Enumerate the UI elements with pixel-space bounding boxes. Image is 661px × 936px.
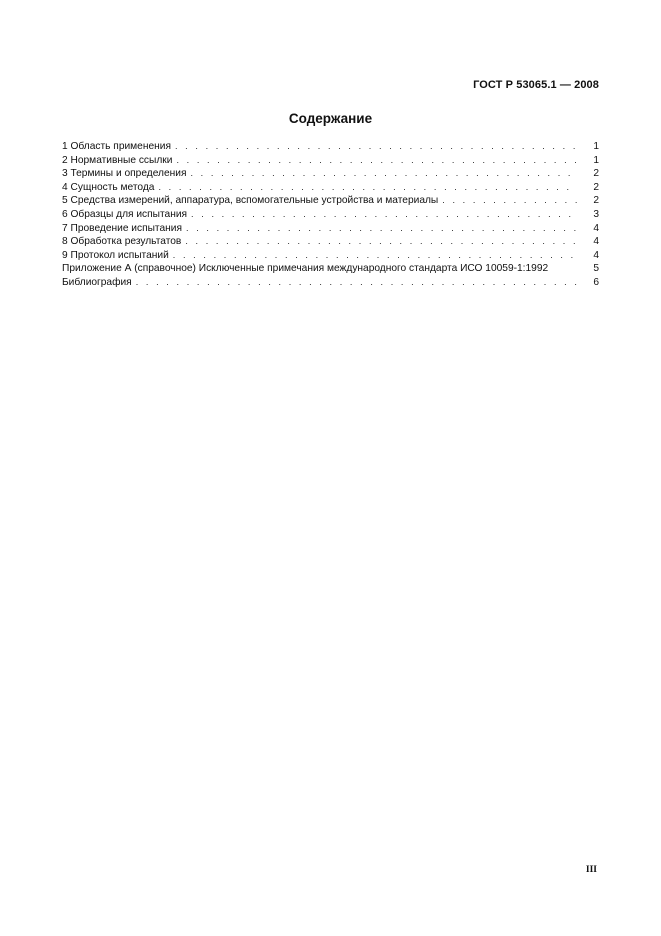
toc-entry-page: 3 (593, 208, 599, 220)
toc-entry-page: 1 (593, 154, 599, 166)
toc-entry-label: 7 Проведение испытания (62, 222, 182, 234)
toc-entry[interactable] (62, 222, 599, 236)
toc-leader-dots (186, 222, 577, 236)
toc-entry-page: 4 (593, 222, 599, 234)
toc-entry-label: 5 Средства измерений, аппаратура, вспомогательные устройства и материалы (62, 195, 439, 207)
toc-entry-label: 4 Сущность метода (62, 181, 155, 193)
toc-entry-label: Приложение А (справочное) Исключенные примечания международного стандарта ИСО 10059-1:1992 (62, 263, 549, 275)
toc-entry[interactable] (62, 140, 599, 154)
toc-entry[interactable] (62, 194, 599, 208)
toc-entry-appendix[interactable] (62, 262, 599, 276)
toc-entry[interactable] (62, 167, 599, 181)
toc-leader-dots (173, 249, 577, 263)
toc-entry[interactable] (62, 181, 599, 195)
toc-leader-dots (442, 194, 577, 208)
toc-entry-page: 2 (593, 168, 599, 180)
toc-leader-dots (176, 154, 577, 168)
page-number: III (585, 865, 597, 875)
toc-entry-page: 5 (593, 263, 599, 275)
toc-leader-dots (185, 235, 577, 249)
toc-entry-bibliography[interactable] (62, 276, 599, 290)
toc-leader-dots (158, 181, 577, 195)
toc-entry-label: 3 Термины и определения (62, 168, 187, 180)
toc-leader-dots (190, 167, 577, 181)
toc-entry-page: 4 (593, 236, 599, 248)
toc-entry-label: 8 Обработка результатов (62, 236, 182, 248)
toc-entry-page: 1 (593, 141, 599, 152)
toc-entry-page: 2 (593, 181, 599, 193)
toc-leader-dots (136, 276, 577, 290)
toc-entry-page: 2 (593, 195, 599, 207)
toc-entry-page: 6 (593, 276, 599, 288)
toc-entry-label: 2 Нормативные ссылки (62, 154, 173, 166)
toc-entry[interactable] (62, 208, 599, 222)
toc-entry[interactable] (62, 154, 599, 168)
toc-entry-label: 9 Протокол испытаний (62, 249, 169, 261)
toc-entry-label: 6 Образцы для испытания (62, 208, 188, 220)
toc-title: Содержание (288, 111, 373, 126)
toc-leader-dots (191, 208, 577, 222)
toc-entry-label: Библиография (62, 276, 132, 288)
toc-entry-label: 1 Область применения (62, 141, 171, 152)
standard-code-header: ГОСТ Р 53065.1 — 2008 (473, 79, 599, 91)
table-of-contents (62, 140, 599, 290)
toc-entry-page: 4 (593, 249, 599, 261)
toc-entry[interactable] (62, 249, 599, 263)
toc-entry[interactable] (62, 235, 599, 249)
toc-leader-dots (175, 140, 577, 154)
